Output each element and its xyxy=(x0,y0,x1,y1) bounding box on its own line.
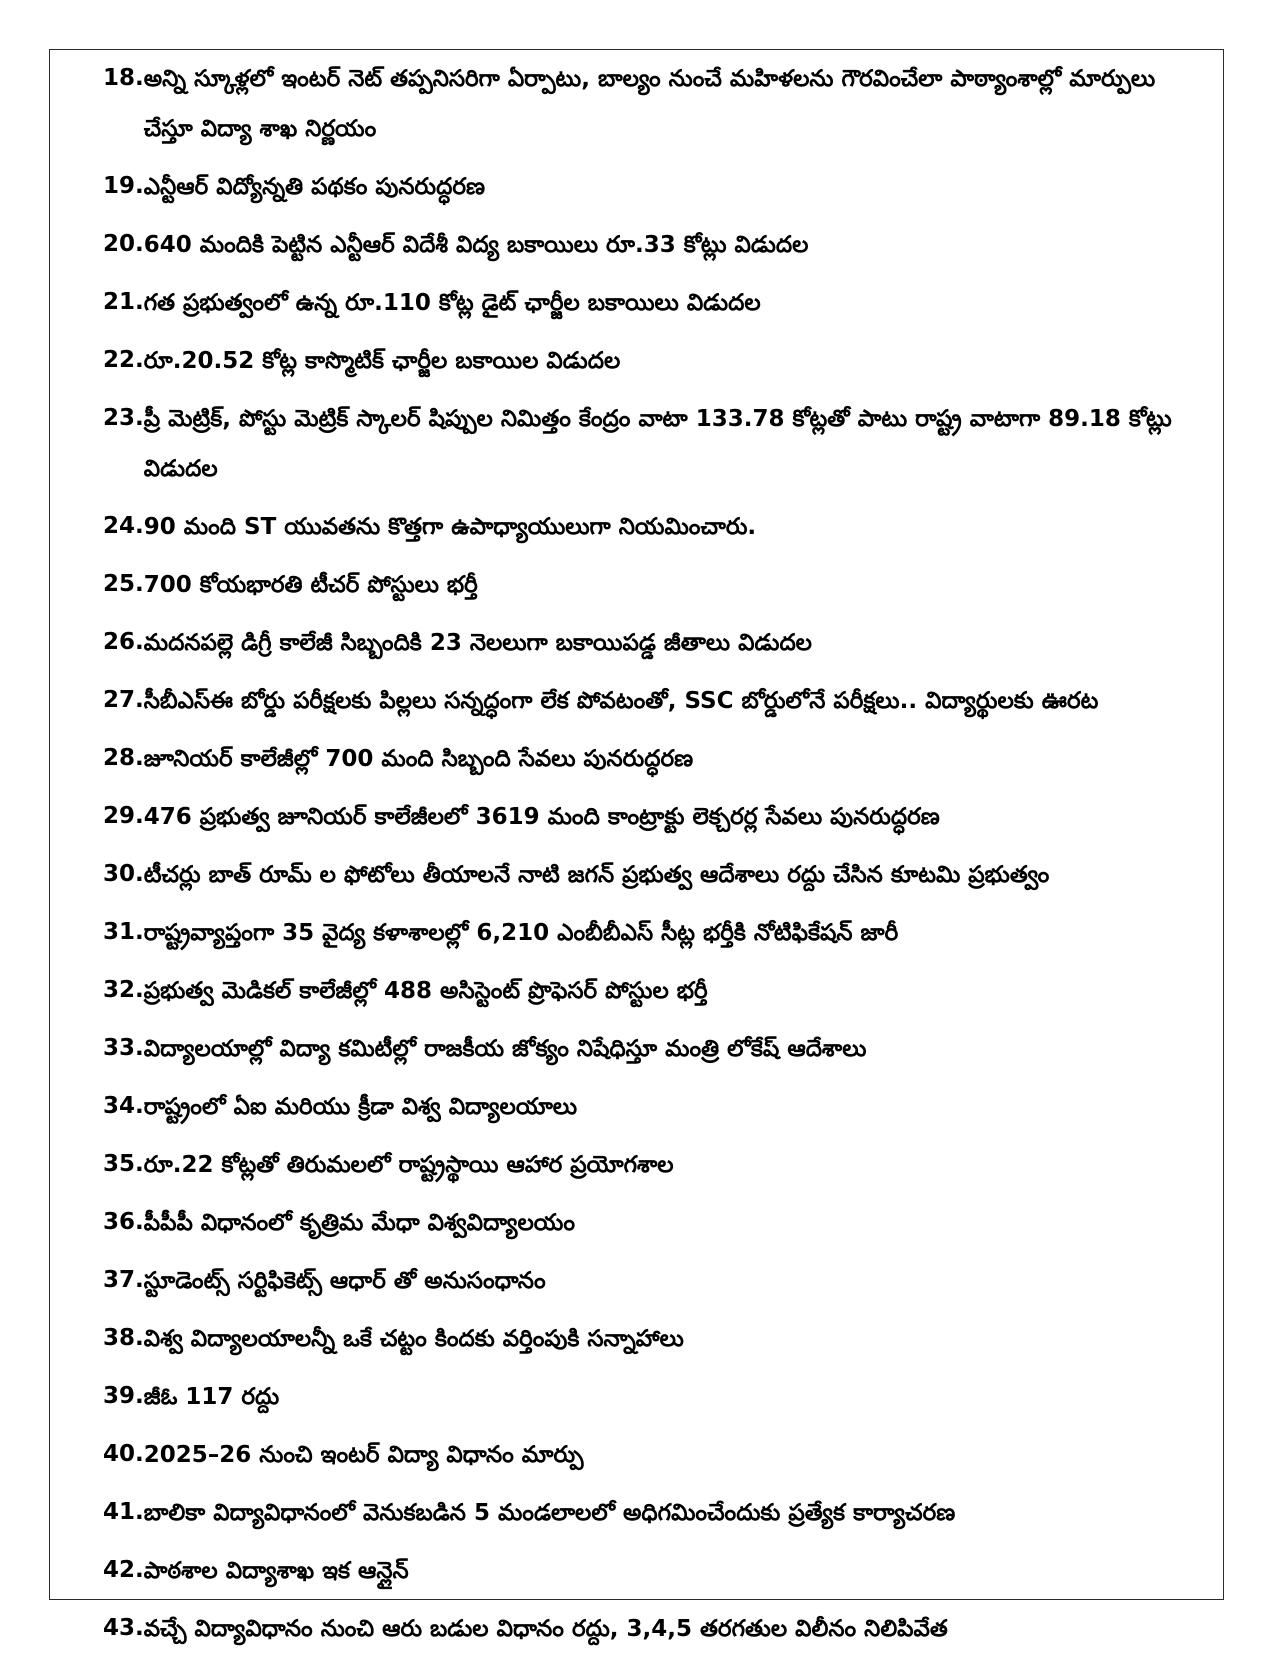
item-text: రూ.20.52 కోట్ల కాస్మొటిక్ ఛార్జీల బకాయిల విడుదల xyxy=(143,348,621,374)
list-item xyxy=(103,626,1183,668)
item-number: 32. xyxy=(103,977,144,1003)
list-item xyxy=(103,170,1183,212)
list-item xyxy=(103,916,1183,958)
list-item xyxy=(103,800,1183,842)
item-text: 90 మంది ST యువతను కొత్తగా ఉపాధ్యాయులుగా నియమించారు. xyxy=(143,514,757,540)
item-text: విశ్వ విద్యాలయాలన్నీ ఒకే చట్టం కిందకు వర్తింపుకి సన్నాహాలు xyxy=(143,1326,684,1352)
list-item xyxy=(103,1322,1183,1364)
list-item xyxy=(103,62,1183,154)
item-number: 41. xyxy=(103,1499,144,1525)
item-text: స్టూడెంట్స్ సర్టిఫికెట్స్ ఆధార్ తో అనుసంధానం xyxy=(143,1268,546,1294)
item-number: 37. xyxy=(103,1267,144,1293)
item-number: 27. xyxy=(103,687,144,713)
item-number: 39. xyxy=(103,1383,144,1409)
item-number: 23. xyxy=(103,405,144,431)
item-text: రాష్ట్రవ్యాప్తంగా 35 వైద్య కళాశాలల్లో 6,210 ఎంబీబీఎస్ సీట్ల భర్తీకి నోటిఫికేషన్ జారీ xyxy=(143,920,899,946)
item-number: 25. xyxy=(103,571,144,597)
item-number: 21. xyxy=(103,289,144,315)
item-text: రూ.22 కోట్లతో తిరుమలలో రాష్ట్రస్థాయి ఆహార ప్రయోగశాల xyxy=(143,1152,674,1178)
item-number: 33. xyxy=(103,1035,144,1061)
item-text: పీపీపీ విధానంలో కృత్రిమ మేధా విశ్వవిద్యాలయం xyxy=(143,1210,575,1236)
item-text: అన్ని స్కూళ్లలో ఇంటర్ నెట్ తప్పనిసరిగా ఏర్పాటు, బాల్యం నుంచే మహిళలను గౌరవించేలా పాఠ్యాంశాల్లో మార్పులు చేస్తూ విద్యా శాఖ నిర్ణయం xyxy=(143,66,1156,142)
item-text: ప్రభుత్వ మెడికల్ కాలేజీల్లో 488 అసిస్టెంట్ ప్రొఫెసర్ పోస్టుల భర్తీ xyxy=(143,978,708,1004)
item-text: ప్రీ మెట్రిక్, పోస్టు మెట్రిక్ స్కాలర్ షిప్పుల నిమిత్తం కేంద్రం వాటా 133.78 కోట్లతో పాటు రాష్ట్ర వాటాగా 89.18 కోట్లు విడుదల xyxy=(143,406,1172,482)
item-number: 38. xyxy=(103,1325,144,1351)
list-item xyxy=(103,1438,1183,1480)
list-item xyxy=(103,1380,1183,1422)
list-item xyxy=(103,858,1183,900)
list-item xyxy=(103,1148,1183,1190)
item-text: 2025–26 నుంచి ఇంటర్ విద్యా విధానం మార్పు xyxy=(143,1442,584,1468)
item-number: 28. xyxy=(103,745,144,771)
list-item xyxy=(103,974,1183,1016)
item-text: సీబీఎస్ఈ బోర్డు పరీక్షలకు పిల్లలు సన్నద్ధంగా లేక పోవటంతో, SSC బోర్డులోనే పరీక్షలు.. విద్యార్థులకు ఊరట xyxy=(143,688,1099,714)
list-item xyxy=(103,1032,1183,1074)
list-item xyxy=(103,402,1183,494)
achievements-list xyxy=(103,62,1183,1670)
item-number: 29. xyxy=(103,803,144,829)
item-text: బాలికా విద్యావిధానంలో వెనుకబడిన 5 మండలాలలో అధిగమించేందుకు ప్రత్యేక కార్యాచరణ xyxy=(143,1500,956,1526)
item-text: జూనియర్ కాలేజీల్లో 700 మంది సిబ్బంది సేవలు పునరుద్ధరణ xyxy=(143,746,694,772)
item-number: 42. xyxy=(103,1557,144,1583)
list-item xyxy=(103,228,1183,270)
list-item xyxy=(103,510,1183,552)
item-number: 24. xyxy=(103,513,144,539)
list-item xyxy=(103,1554,1183,1596)
item-text: మదనపల్లె డిగ్రీ కాలేజీ సిబ్బందికి 23 నెలలుగా బకాయిపడ్డ జీతాలు విడుదల xyxy=(143,630,812,656)
item-number: 34. xyxy=(103,1093,144,1119)
item-number: 19. xyxy=(103,173,144,199)
list-item xyxy=(103,1206,1183,1248)
item-text: ఎన్టీఆర్ విద్యోన్నతి పథకం పునరుద్ధరణ xyxy=(143,174,485,200)
list-item xyxy=(103,684,1183,726)
list-item xyxy=(103,344,1183,386)
item-number: 30. xyxy=(103,861,144,887)
item-text: వచ్చే విద్యావిధానం నుంచి ఆరు బడుల విధానం రద్దు, 3,4,5 తరగతుల విలీనం నిలిపివేత xyxy=(143,1616,948,1642)
list-item xyxy=(103,742,1183,784)
item-number: 36. xyxy=(103,1209,144,1235)
list-item xyxy=(103,1090,1183,1132)
item-text: విద్యాలయాల్లో విద్యా కమిటీల్లో రాజకీయ జోక్యం నిషేధిస్తూ మంత్రి లోకేష్ ఆదేశాలు xyxy=(143,1036,867,1062)
list-item xyxy=(103,286,1183,328)
item-text: రాష్ట్రంలో ఏఐ మరియు క్రీడా విశ్వ విద్యాలయాలు xyxy=(143,1094,578,1120)
item-number: 35. xyxy=(103,1151,144,1177)
list-item xyxy=(103,568,1183,610)
item-text: జీఓ 117 రద్దు xyxy=(143,1384,280,1410)
item-number: 26. xyxy=(103,629,144,655)
item-number: 22. xyxy=(103,347,144,373)
item-text: 476 ప్రభుత్వ జూనియర్ కాలేజీలలో 3619 మంది కాంట్రాక్టు లెక్చరర్ల సేవలు పునరుద్ధరణ xyxy=(143,804,940,830)
item-text: టీచర్లు బాత్ రూమ్ ల ఫోటోలు తీయాలనే నాటి జగన్ ప్రభుత్వ ఆదేశాలు రద్దు చేసిన కూటమి ప్రభుత్వం xyxy=(143,862,1050,888)
item-number: 43. xyxy=(103,1615,144,1641)
item-number: 31. xyxy=(103,919,144,945)
item-text: 700 కోయభారతి టీచర్ పోస్టులు భర్తీ xyxy=(143,572,478,598)
list-item xyxy=(103,1612,1183,1654)
list-item xyxy=(103,1264,1183,1306)
list-item xyxy=(103,1496,1183,1538)
item-text: గత ప్రభుత్వంలో ఉన్న రూ.110 కోట్ల డైట్ ఛార్జీల బకాయిలు విడుదల xyxy=(143,290,761,316)
item-number: 18. xyxy=(103,65,144,91)
item-text: 640 మందికి పెట్టిన ఎన్టీఆర్ విదేశీ విద్య బకాయిలు రూ.33 కోట్లు విడుదల xyxy=(143,232,809,258)
item-text: పాఠశాల విద్యాశాఖ ఇక ఆన్లైన్ xyxy=(143,1558,409,1584)
item-number: 20. xyxy=(103,231,144,257)
item-number: 40. xyxy=(103,1441,144,1467)
